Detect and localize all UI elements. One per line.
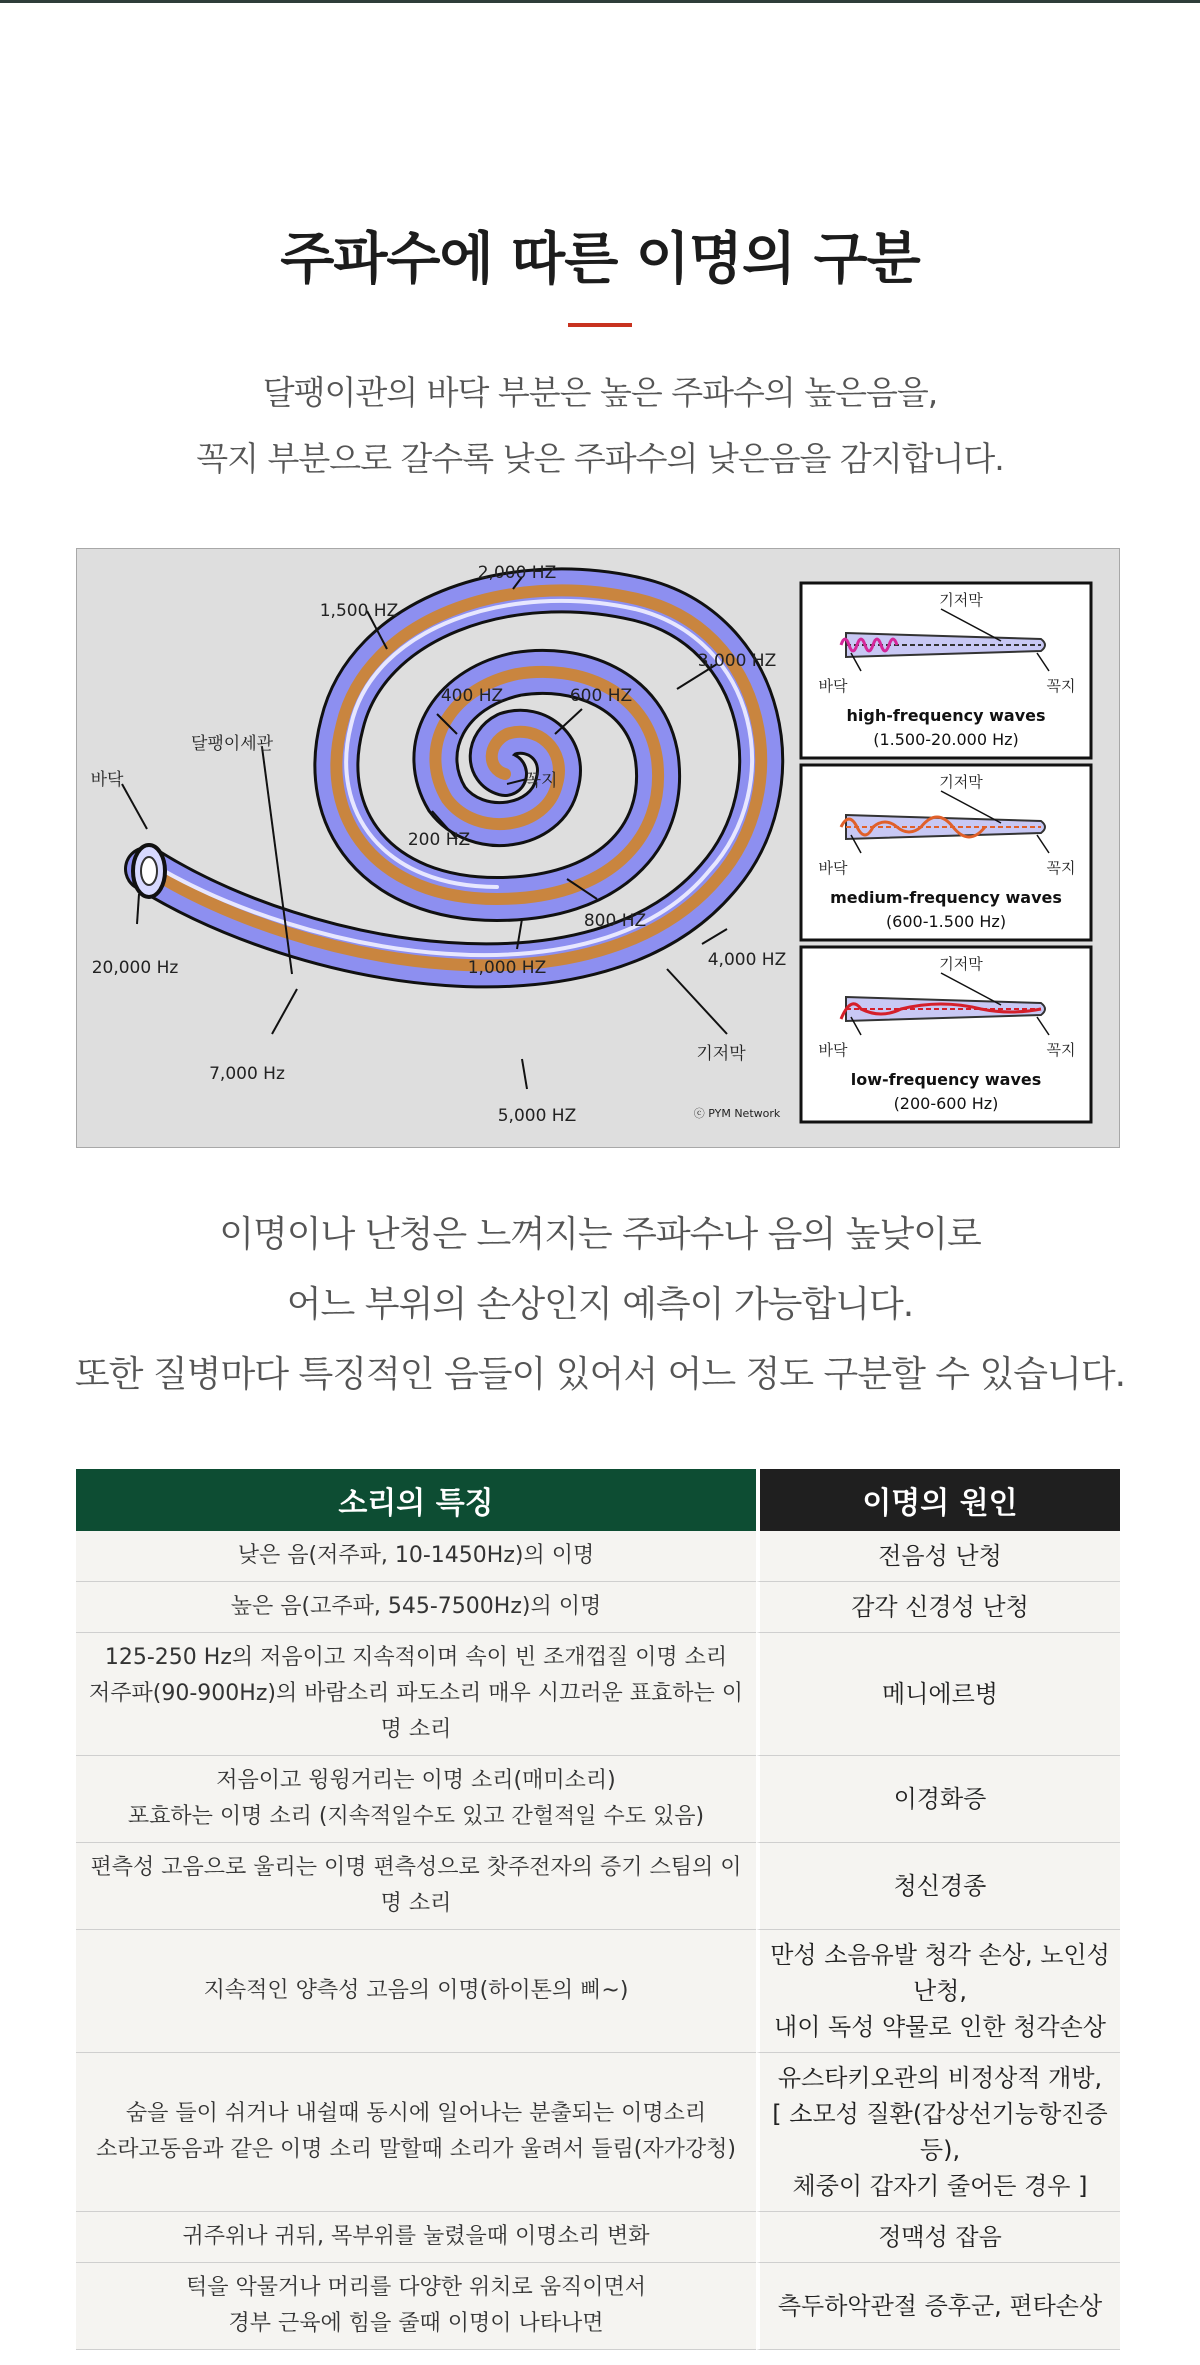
panel-1-caption: high-frequency waves: [846, 706, 1046, 725]
spiral-label-group: [91, 563, 787, 1126]
feature-text: 귀주위나 귀뒤, 목부위를 눌렸을때 이명소리 변화: [182, 2224, 650, 2249]
panel-3-range: (200-600 Hz): [893, 1094, 999, 1113]
label-cochlea: 달팽이세관: [190, 734, 274, 754]
label-600hz: 600 HZ: [569, 686, 633, 706]
cause-text: 체중이 갑자기 줄어든 경우 ]: [792, 2172, 1088, 2200]
label-base: 바닥: [90, 770, 124, 790]
table-row: [76, 1930, 1120, 2053]
cause-text: 내이 독성 약물로 인한 청각손상: [774, 2013, 1106, 2041]
page-title: 주파수에 따른 이명의 구분: [280, 227, 920, 292]
cause-text: 측두하악관절 증후군, 편타손상: [777, 2292, 1103, 2320]
label-tip: 꼭지: [524, 771, 558, 791]
label-200hz: 200 HZ: [407, 830, 471, 850]
cause-cell: [756, 2212, 1120, 2263]
feature-text: 125-250 Hz의 저음이고 지속적이며 속이 빈 조개껍질 이명 소리: [104, 1645, 728, 1670]
feature-text: 턱을 악물거나 머리를 다양한 위치로 움직이면서: [185, 2275, 646, 2300]
table-row: [76, 2053, 1120, 2212]
cause-text: 전음성 난청: [878, 1542, 1002, 1570]
feature-cell: [76, 2212, 756, 2263]
panel-2-membrane: 기저막: [939, 773, 983, 791]
cause-text: [ 소모성 질환(갑상선기능항진증 등),: [772, 2100, 1108, 2164]
top-border-line: [0, 0, 1200, 3]
cause-text: 감각 신경성 난청: [851, 1593, 1029, 1621]
cause-cell: [756, 1756, 1120, 1843]
panel-1-membrane: 기저막: [939, 591, 983, 609]
feature-cell: [76, 1756, 756, 1843]
description-line-2: 어느 부위의 손상인지 예측이 가능합니다.: [286, 1284, 914, 1325]
wave-panel-medium: [801, 765, 1091, 940]
feature-cell: [76, 1843, 756, 1930]
intro-line-2: 꼭지 부분으로 갈수록 낮은 주파수의 낮은음을 감지합니다.: [196, 439, 1004, 478]
feature-cell: [76, 1633, 756, 1756]
cochlea-figure: [76, 548, 1120, 1148]
cause-text: 만성 소음유발 청각 손상, 노인성 난청,: [770, 1941, 1110, 2005]
feature-text: 낮은 음(저주파, 10-1450Hz)의 이명: [237, 1543, 595, 1568]
panel-1-tip: 꼭지: [1046, 677, 1076, 695]
label-basilar: 기저막: [696, 1044, 746, 1064]
label-1500hz: 1,500 HZ: [319, 601, 399, 621]
title-underline: [568, 323, 632, 327]
panel-3-tip: 꼭지: [1046, 1041, 1076, 1059]
label-1000hz: 1,000 HZ: [467, 958, 547, 978]
cause-text: 정맥성 잡음: [878, 2223, 1002, 2251]
table-row: [76, 2263, 1120, 2350]
label-20000hz: 20,000 Hz: [91, 958, 179, 978]
tinnitus-cause-table: [76, 1469, 1120, 2350]
cause-text: 청신경종: [893, 1872, 987, 1900]
panel-3-membrane: 기저막: [939, 955, 983, 973]
table-row: [76, 1582, 1120, 1633]
table-header-row: [76, 1469, 1120, 1531]
feature-text: 지속적인 양측성 고음의 이명(하이톤의 삐~): [203, 1978, 629, 2003]
cause-cell: [756, 1531, 1120, 1582]
intro-line-1: 달팽이관의 바닥 부분은 높은 주파수의 높은음을,: [262, 373, 938, 412]
panel-3-caption: low-frequency waves: [850, 1070, 1042, 1089]
description-line-1: 이명이나 난청은 느껴지는 주파수나 음의 높낮이로: [219, 1214, 981, 1255]
description-line-3: 또한 질병마다 특징적인 음들이 있어서 어느 정도 구분할 수 있습니다.: [74, 1354, 1126, 1395]
cause-cell: [756, 2053, 1120, 2212]
panel-2-base: 바닥: [818, 859, 848, 877]
cause-cell: [756, 2263, 1120, 2350]
description-text: [0, 1200, 1200, 1410]
table-row: [76, 1756, 1120, 1843]
figure-credit: ⓒ PYM Network: [693, 1107, 781, 1120]
cause-cell: [756, 1843, 1120, 1930]
panel-1-range: (1.500-20.000 Hz): [873, 730, 1019, 749]
cause-cell: [756, 1633, 1120, 1756]
panel-1-base: 바닥: [818, 677, 848, 695]
feature-text: 저음이고 윙윙거리는 이명 소리(매미소리): [216, 1768, 616, 1793]
wave-panel-low: [801, 947, 1091, 1122]
feature-text: 소라고동음과 같은 이명 소리 말할때 소리가 울려서 들림(자가강청): [96, 2137, 736, 2162]
label-400hz: 400 HZ: [440, 686, 504, 706]
label-4000hz: 4,000 HZ: [707, 950, 787, 970]
feature-text: 높은 음(고주파, 545-7500Hz)의 이명: [230, 1594, 602, 1619]
table-row: [76, 1531, 1120, 1582]
panel-2-tip: 꼭지: [1046, 859, 1076, 877]
feature-text: 편측성 고음으로 울리는 이명 편측성으로 찻주전자의 증기 스팀의 이명 소리: [90, 1855, 742, 1916]
table-row: [76, 1633, 1120, 1756]
label-3000hz: 3,000 HZ: [697, 651, 777, 671]
cause-cell: [756, 1582, 1120, 1633]
wave-panel-high: [801, 583, 1091, 758]
feature-text: 포효하는 이명 소리 (지속적일수도 있고 간헐적일 수도 있음): [127, 1804, 705, 1829]
table-row: [76, 2212, 1120, 2263]
feature-text: 숨을 들이 쉬거나 내쉴때 동시에 일어나는 분출되는 이명소리: [125, 2101, 707, 2126]
cause-text: 이경화증: [893, 1785, 987, 1813]
intro-text: [0, 360, 1200, 492]
feature-cell: [76, 2053, 756, 2212]
header-sound-feature: 소리의 특징: [76, 1469, 756, 1531]
feature-cell: [76, 2263, 756, 2350]
feature-cell: [76, 1582, 756, 1633]
feature-text: 경부 근육에 힘을 줄때 이명이 나타나면: [228, 2311, 604, 2336]
table-row: [76, 1843, 1120, 1930]
feature-cell: [76, 1531, 756, 1582]
panel-3-base: 바닥: [818, 1041, 848, 1059]
feature-cell: [76, 1930, 756, 2053]
panel-2-range: (600-1.500 Hz): [885, 912, 1007, 931]
cause-text: 유스타키오관의 비정상적 개방,: [777, 2064, 1103, 2092]
label-5000hz: 5,000 HZ: [497, 1106, 577, 1126]
panel-2-caption: medium-frequency waves: [830, 888, 1062, 907]
label-800hz: 800 HZ: [583, 911, 647, 931]
header-tinnitus-cause: 이명의 원인: [756, 1469, 1120, 1531]
label-2000hz: 2,000 HZ: [477, 563, 557, 583]
cause-text: 메니에르병: [882, 1680, 998, 1708]
cause-cell: [756, 1930, 1120, 2053]
label-7000hz: 7,000 Hz: [209, 1064, 285, 1084]
feature-text: 저주파(90-900Hz)의 바람소리 파도소리 매우 시끄러운 표효하는 이명 소리: [89, 1681, 743, 1742]
